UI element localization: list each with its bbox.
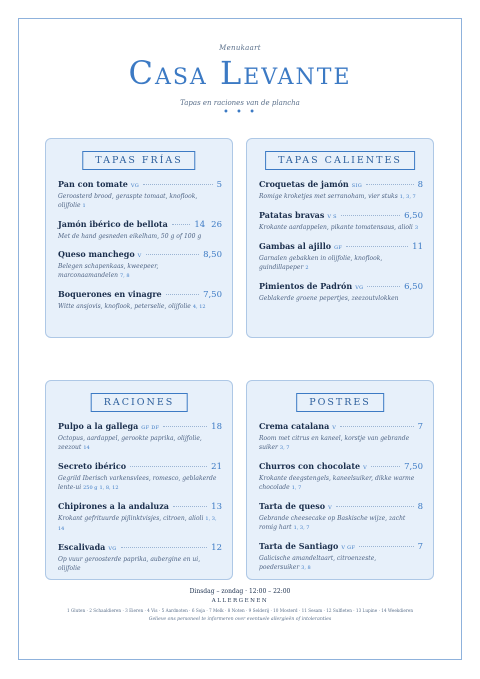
allergen-codes: 1, 7 — [291, 485, 302, 491]
description-text: Room met citrus en kaneel, korstje van gebrande suiker — [259, 435, 410, 451]
menu-item-description — [259, 514, 423, 533]
dotted-leader — [172, 224, 191, 225]
dietary-tag: V — [332, 425, 337, 431]
dotted-leader — [341, 215, 400, 216]
menu-item-description — [58, 434, 222, 453]
menu-item-name: Jamón ibérico de bellota — [58, 219, 168, 229]
allergens-note: Gelieve ons personeel te informeren over eventuele allergieën of intoleranties — [148, 617, 332, 622]
description-text: Met de hand gesneden eikelham, 50 g of 100 g — [58, 233, 202, 240]
menu-item-header — [58, 249, 222, 260]
dotted-leader — [143, 184, 213, 185]
menu-item-name: Crema catalana — [259, 421, 330, 431]
allergen-codes: 1, 3, 14 — [58, 516, 217, 532]
allergen-codes: 1 — [82, 203, 86, 209]
dietary-tag: SIG — [351, 183, 363, 189]
description-text: Geblakerde groene pepertjes, zeezoutvlokken — [259, 295, 399, 302]
menu-item-header — [58, 179, 222, 190]
menu-item-name: Patatas bravas — [259, 210, 325, 220]
dietary-tag: V S — [327, 214, 337, 220]
dotted-leader — [163, 426, 207, 427]
menu-item — [259, 179, 423, 202]
menu-tagline: Tapas en raciones van de plancha — [180, 99, 300, 107]
section-title: RACIONES — [91, 393, 188, 412]
description-text: Op vuur geroosterde paprika, aubergine en ui, olijfolie — [58, 556, 201, 572]
menu-item-header — [58, 542, 222, 553]
allergen-codes: 3, 8 — [301, 565, 311, 571]
description-text: Garnalen gebakken in olijfolie, knoflook, guindillapeper — [259, 255, 383, 271]
menu-item-header — [259, 461, 423, 472]
menu-item-description — [259, 554, 423, 573]
portion-weight: 250 g — [83, 485, 98, 491]
menu-item-description — [58, 262, 222, 281]
section-title: TAPAS CALIENTES — [265, 151, 415, 170]
section-panel-tapas-frias — [45, 138, 233, 338]
opening-hours: Dinsdag – zondag · 12:00 – 22:00 — [189, 588, 291, 595]
section-items — [58, 421, 222, 581]
dotted-leader — [340, 426, 413, 427]
menu-item-header — [259, 241, 423, 252]
menu-item-price: 7,50 — [404, 462, 423, 472]
menu-item — [259, 210, 423, 233]
menu-item — [259, 541, 423, 573]
description-text: Romige kroketjes met serranoham, vier stuks — [259, 193, 398, 200]
dotted-leader — [336, 506, 414, 507]
menu-item-name: Escalivada — [58, 542, 106, 552]
menu-item-description — [58, 232, 222, 241]
dotted-leader — [130, 466, 207, 467]
menu-item-description — [58, 514, 222, 534]
dotted-leader — [121, 547, 208, 548]
allergen-codes: 1, 3, 7 — [399, 194, 416, 200]
description-text: Gebrande cheesecake op Baskische wijze, zacht romig hart — [259, 515, 406, 531]
menu-item-description — [58, 555, 222, 573]
menu-item-name: Gambas al ajillo — [259, 241, 332, 251]
menu-item-price: 5 — [216, 180, 222, 190]
dotted-leader — [166, 294, 199, 295]
menu-item-name: Tarta de queso — [259, 501, 326, 511]
menu-item — [259, 501, 423, 533]
menu-item — [259, 461, 423, 493]
menu-item-price: 6,50 — [404, 282, 423, 292]
section-panel-raciones — [45, 380, 233, 580]
dotted-leader — [371, 466, 400, 467]
menu-item-price: 18 — [211, 422, 222, 432]
menu-item-header — [58, 461, 222, 472]
menu-item-description — [58, 192, 222, 211]
dotted-leader — [367, 286, 400, 287]
menu-item-header — [259, 210, 423, 221]
menu-item-name: Pan con tomate — [58, 179, 128, 189]
menu-item-name: Churros con chocolate — [259, 461, 361, 471]
menu-item — [58, 542, 222, 573]
menu-item-price: 8 — [417, 180, 423, 190]
dietary-tag: VG — [108, 546, 117, 552]
section-panel-postres — [246, 380, 434, 580]
menu-item-name: Croquetas de jamón — [259, 179, 349, 189]
description-text: Belegen schapenkaas, kweepeer, marconaamandelen — [58, 263, 159, 279]
dietary-tag: VG — [130, 183, 140, 189]
menu-item-price: 8 — [417, 502, 423, 512]
menu-item-name: Pulpo a la gallega — [58, 421, 139, 431]
dietary-tag: VG — [355, 285, 364, 291]
dietary-tag: V — [137, 253, 142, 259]
restaurant-title: Casa Levante — [128, 54, 352, 92]
menu-item — [259, 241, 423, 273]
menu-item-name: Boquerones en vinagre — [58, 289, 162, 299]
menu-item-price: 11 — [412, 242, 423, 252]
menu-item — [259, 281, 423, 303]
menu-item-description — [259, 434, 423, 453]
description-text: Octopus, aardappel, gerookte paprika, olijfolie, zeezout — [58, 435, 202, 451]
menu-item-header — [259, 501, 423, 512]
section-items — [58, 179, 222, 320]
menu-item-name: Pimientos de Padrón — [259, 281, 353, 291]
menu-item-price: 7,50 — [203, 290, 222, 300]
description-text: Witte ansjovis, knoflook, peterselie, olijfolie — [58, 303, 191, 310]
menu-item — [259, 421, 423, 453]
menu-item-header — [259, 421, 423, 432]
description-text: Geroosterd brood, geraspte tomaat, knoflook, olijfolie — [58, 193, 198, 209]
menu-item-description — [58, 302, 222, 312]
menu-item — [58, 501, 222, 534]
menu-item-header — [259, 541, 423, 552]
description-text: Galicische amandeltaart, citroenzeste, poedersuiker — [259, 555, 377, 571]
allergen-codes: 7, 8 — [119, 273, 130, 279]
dotted-leader — [366, 184, 414, 185]
section-items — [259, 179, 423, 311]
menu-item-price: 12 — [211, 543, 222, 553]
menu-item-price-large: 26 — [211, 220, 222, 230]
menu-item — [58, 289, 222, 312]
menu-item-header — [58, 289, 222, 300]
dotted-leader — [359, 546, 413, 547]
section-title: POSTRES — [296, 393, 384, 412]
menu-item-price: 6,50 — [404, 211, 423, 221]
description-text: Krokant gefrituurde pijlinktvisjes, citroen, alioli — [58, 515, 204, 522]
menu-item-price: 7 — [417, 542, 423, 552]
menu-item-price: 8,50 — [203, 250, 222, 260]
menu-item-price: 21 — [211, 462, 222, 472]
menu-item-header — [58, 501, 222, 512]
menu-item-description — [259, 474, 423, 493]
allergen-codes: 1, 3, 7 — [293, 525, 310, 531]
allergen-codes: 4, 12 — [192, 304, 206, 310]
allergen-codes: 2 — [305, 265, 309, 271]
menu-item-name: Secreto ibérico — [58, 461, 127, 471]
dietary-tag: V — [363, 465, 368, 471]
description-text: Krokante aardappelen, pikante tomatensaus, alioli — [259, 224, 413, 231]
section-panel-tapas-calientes — [246, 138, 434, 338]
menu-item-price: 7 — [417, 422, 423, 432]
description-text: Gegrild Iberisch varkensvlees, romesco, geblakerde lente-ui — [58, 475, 217, 491]
allergen-codes: 14 — [83, 445, 90, 451]
menu-item-header — [259, 179, 423, 190]
menu-item-name: Tarta de Santiago — [259, 541, 339, 551]
menu-item-description — [58, 474, 222, 493]
menu-item-price: 14 — [194, 220, 206, 230]
menu-item-price: 13 — [211, 502, 222, 512]
menu-item — [58, 179, 222, 211]
menu-item-header — [58, 219, 222, 230]
menu-item-header — [58, 421, 222, 432]
menu-item-description — [259, 254, 423, 273]
menu-item-description — [259, 192, 423, 202]
dotted-leader — [146, 254, 199, 255]
section-title: TAPAS FRÍAS — [82, 151, 195, 170]
menu-overline: Menukaart — [219, 44, 261, 52]
allergens-list: 1 Gluten · 2 Schaaldieren · 3 Eieren · 4 Vis · 5 Aardnoten · 6 Soja · 7 Melk · 8 Noten · 9 Selderij · 10 Mosterd · 11 Sesam · 12 Sulfieten · 13 Lupine · 14 Weekdieren — [66, 608, 414, 613]
dietary-tag: V GF — [341, 545, 356, 551]
allergen-codes: 3, 7 — [279, 445, 290, 451]
allergen-codes: 3 — [414, 225, 419, 231]
dietary-tag: GF DF — [141, 425, 160, 431]
menu-item-name: Queso manchego — [58, 249, 135, 259]
menu-item — [58, 249, 222, 281]
section-items — [259, 421, 423, 581]
menu-item-description — [259, 223, 423, 233]
allergens-heading: ALLERGENEN — [211, 598, 269, 604]
menu-item — [58, 219, 222, 241]
description-text: Krokante deegstengels, kaneelsuiker, dikke warme chocolade — [259, 475, 415, 491]
menu-item — [58, 421, 222, 453]
menu-footer — [0, 588, 480, 622]
allergen-codes: 1, 8, 12 — [99, 485, 119, 491]
menu-item-name: Chipirones a la andaluza — [58, 501, 169, 511]
dietary-tag: V — [328, 505, 332, 511]
decorative-dots: • • • — [222, 107, 258, 118]
menu-item-header — [259, 281, 423, 292]
dotted-leader — [173, 506, 207, 507]
dotted-leader — [346, 246, 408, 247]
menu-item — [58, 461, 222, 493]
dietary-tag: GF — [334, 245, 343, 251]
menu-item-description — [259, 294, 423, 303]
